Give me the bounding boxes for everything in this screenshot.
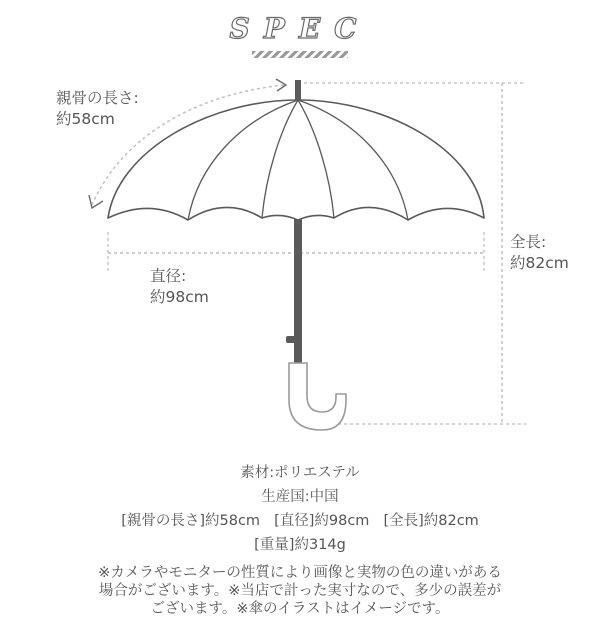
note-line-2: 場合がございます。※当店で計った実寸なので、多少の誤差が xyxy=(98,583,502,599)
umbrella-tip xyxy=(295,80,301,101)
diameter-label xyxy=(150,266,209,308)
rib-length-label-text: 親骨の長さ: xyxy=(56,89,139,107)
total-length-label-text: 全長: xyxy=(510,233,547,251)
umbrella-handle xyxy=(289,363,346,430)
umbrella-canopy xyxy=(108,100,484,220)
rib-length-value: 約58cm xyxy=(56,109,115,128)
spec-total-length: [全長]約82cm xyxy=(383,513,479,529)
note-line-3: ございます。※傘のイラストはイメージです。 xyxy=(150,601,450,617)
total-length-value: 約82cm xyxy=(510,253,569,272)
spec-diameter: [直径]約98cm xyxy=(274,513,370,529)
disclaimer-note xyxy=(0,564,600,618)
note-line-1: ※カメラやモニターの性質により画像と実物の色の違いがある xyxy=(98,565,502,581)
spec-weight: [重量]約314g xyxy=(254,537,346,553)
rib-length-label xyxy=(56,88,139,130)
umbrella-runner-button xyxy=(286,336,296,343)
spec-rib-length: [親骨の長さ]約58cm xyxy=(121,513,261,529)
spec-origin: 生産国:中国 xyxy=(261,489,339,505)
diameter-label-text: 直径: xyxy=(150,267,187,285)
spec-measurements-row xyxy=(0,509,600,530)
spec-title: SPEC xyxy=(229,12,371,45)
spec-material: 素材:ポリエステル xyxy=(240,465,360,481)
total-length-label xyxy=(510,232,569,274)
diameter-value: 約98cm xyxy=(150,287,209,306)
